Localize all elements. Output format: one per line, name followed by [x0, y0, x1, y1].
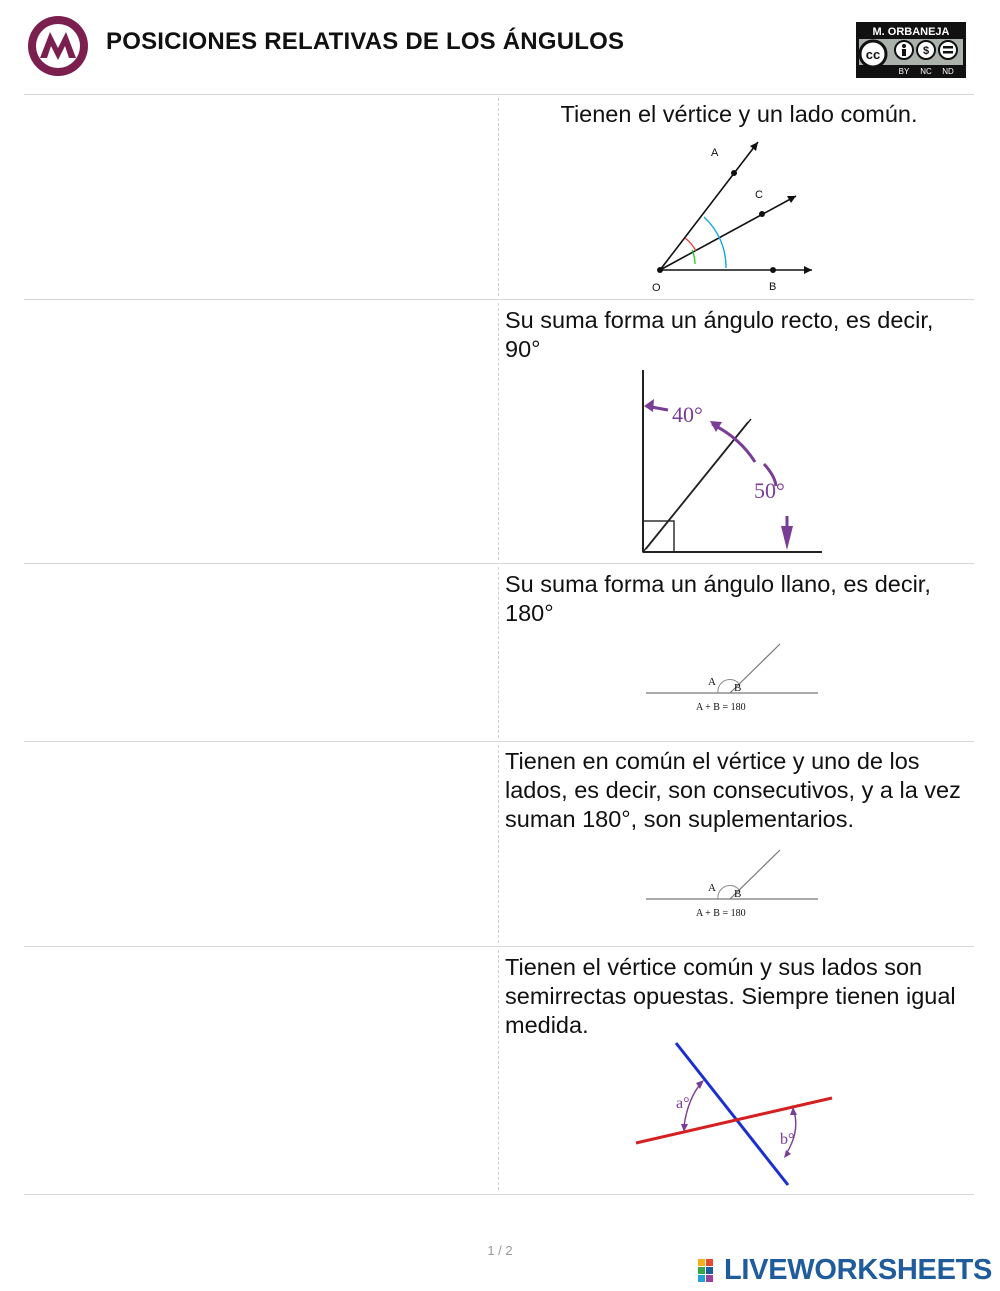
- license-by: BY: [898, 67, 910, 76]
- row-5-description: Tienen el vértice común y sus lados son semirrectas opuestas. Siempre tienen igual medida.: [505, 954, 956, 1038]
- row-divider: [24, 946, 974, 947]
- vertical-angles-figure: [630, 1040, 840, 1190]
- license-nc: NC: [920, 67, 932, 76]
- liveworksheets-brand[interactable]: LIVEWORKSHEETS: [724, 1254, 993, 1286]
- row-1-description: Tienen el vértice y un lado común.: [560, 101, 918, 127]
- page-number: 1 / 2: [487, 1243, 513, 1258]
- angle-label-a: a°: [676, 1095, 690, 1112]
- supplementary-angles-figure: [644, 640, 820, 716]
- point-label-o: O: [652, 282, 661, 294]
- angle-label-40: 40°: [672, 402, 703, 427]
- license-author: M. ORBANEJA: [872, 26, 950, 38]
- point-label-a: A: [711, 147, 719, 159]
- row-2-description: Su suma forma un ángulo recto, es decir, 90°: [505, 307, 934, 362]
- consecutive-angles-figure: [640, 136, 830, 296]
- row-3-description: Su suma forma un ángulo llano, es decir, 180°: [505, 571, 931, 626]
- liveworksheets-logo-icon: [698, 1255, 722, 1287]
- row-4-description: Tienen en común el vértice y uno de los lados, es decir, son consecutivos, y a la vez suman 180°, son suplementarios.: [505, 748, 961, 832]
- row-divider: [24, 94, 974, 95]
- svg-text:$: $: [922, 45, 930, 57]
- sum-caption: A + B = 180: [696, 702, 746, 713]
- angle-label-a: A: [708, 882, 716, 894]
- angle-label-50: 50°: [754, 478, 785, 503]
- angle-label-b: B: [734, 888, 742, 900]
- complementary-angles-figure: [630, 366, 830, 558]
- column-divider: [498, 745, 499, 943]
- page-title: POSICIONES RELATIVAS DE LOS ÁNGULOS: [106, 28, 625, 55]
- point-label-b: B: [769, 281, 777, 293]
- point-label-c: C: [755, 189, 763, 201]
- angle-label-b: B: [734, 682, 742, 694]
- angle-label-b: b°: [780, 1131, 795, 1148]
- row-divider: [24, 1194, 974, 1195]
- license-nd: ND: [942, 67, 954, 76]
- column-divider: [498, 98, 499, 296]
- column-divider: [498, 567, 499, 738]
- angle-label-a: A: [708, 676, 716, 688]
- row-divider: [24, 563, 974, 564]
- column-divider: [498, 303, 499, 560]
- row-divider: [24, 741, 974, 742]
- sum-caption: A + B = 180: [696, 908, 746, 919]
- adjacent-angles-figure: [644, 846, 820, 922]
- column-divider: [498, 950, 499, 1190]
- svg-text:cc: cc: [865, 47, 881, 62]
- row-divider: [24, 299, 974, 300]
- author-logo: [26, 14, 90, 78]
- cc-license-badge: [856, 22, 966, 78]
